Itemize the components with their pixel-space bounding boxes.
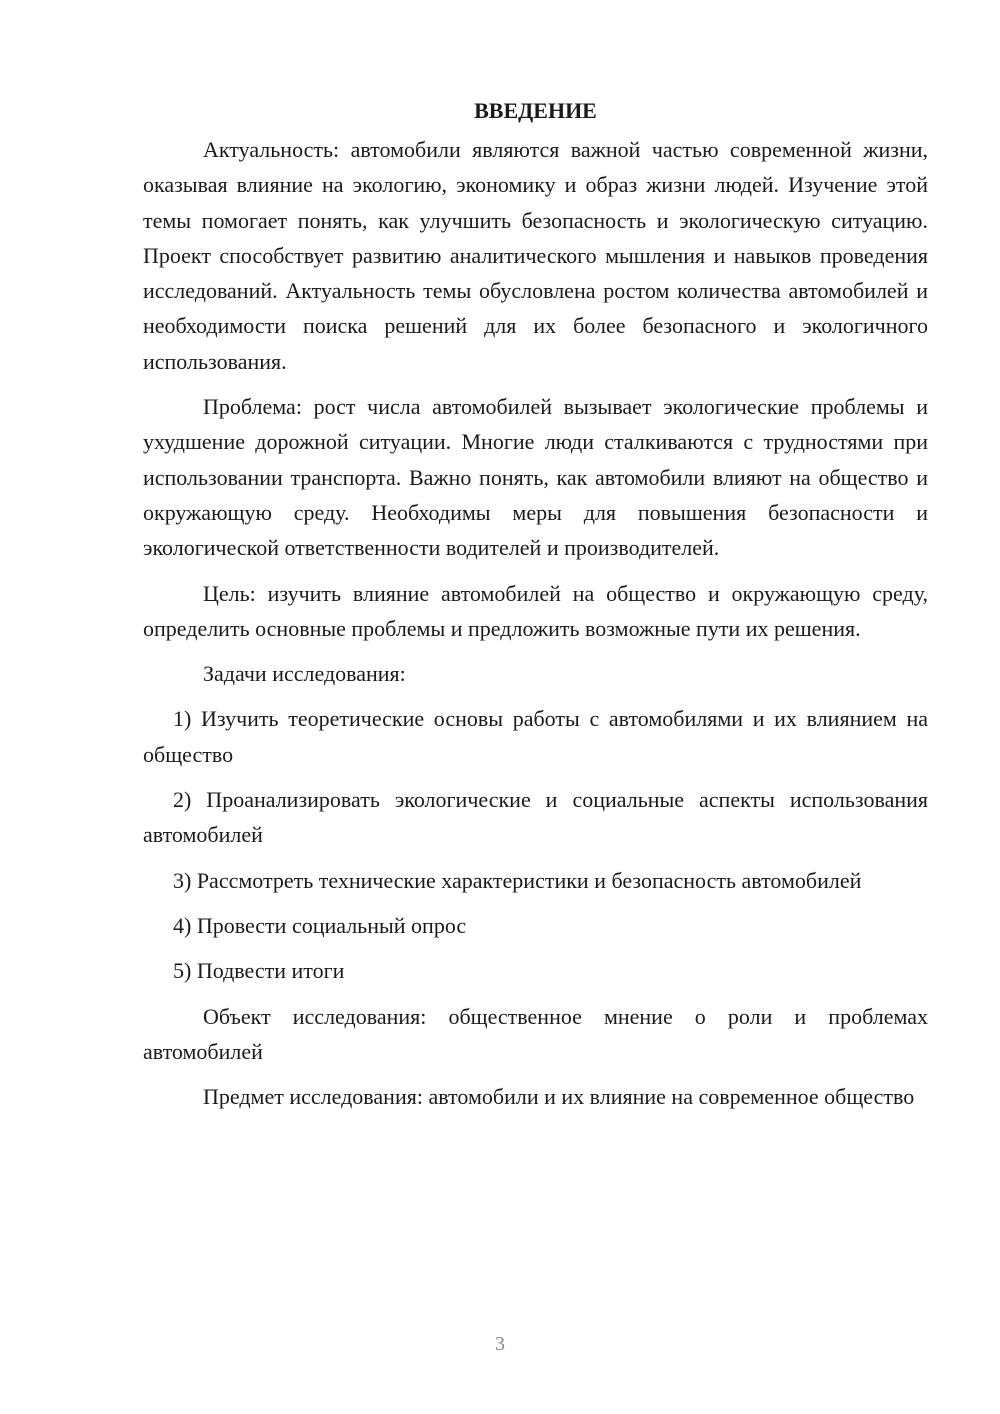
tasks-heading: Задачи исследования: — [203, 661, 406, 687]
task-item-4: 4) Провести социальный опрос — [173, 912, 467, 938]
task-item-5: 5) Подвести итоги — [173, 958, 345, 984]
task-item-1: 1) Изучить теоретические основы работы с автомобилями и их влиянием на общество — [143, 706, 928, 767]
document-page — [143, 96, 928, 1124]
goal-paragraph: Цель: изучить влияние автомобилей на общество и окружающую среду, определить основные проблемы и предложить возможные пути их решения. — [143, 580, 928, 641]
page-number: 3 — [495, 1333, 505, 1355]
subject-paragraph: Предмет исследования: автомобили и их влияние на современное общество — [203, 1084, 915, 1110]
relevance-paragraph: Актуальность: автомобили являются важной частью современной жизни, оказывая влияние на экологию, экономику и образ жизни людей. Изучение этой темы помогает понять, как улучшить безопасность и экологическую ситуацию. Проект способствует развитию аналитического мышления и навыков проведения исследований. Актуальность темы обусловлена ростом количества автомобилей и необходимости поиска решений для их более безопасного и экологичного использования. — [143, 137, 928, 374]
task-item-3: 3) Рассмотреть технические характеристики и безопасность автомобилей — [173, 867, 862, 893]
problem-paragraph: Проблема: рост числа автомобилей вызывает экологические проблемы и ухудшение дорожной ситуации. Многие люди сталкиваются с трудностями при использовании транспорта. Важно понять, как автомобили влияют на общество и окружающую среду. Необходимы меры для повышения безопасности и экологической ответственности водителей и производителей. — [143, 394, 928, 561]
page-title: ВВЕДЕНИЕ — [474, 98, 597, 123]
task-item-2: 2) Проанализировать экологические и социальные аспекты использования автомобилей — [143, 787, 928, 848]
object-paragraph: Объект исследования: общественное мнение о роли и проблемах автомобилей — [143, 1003, 928, 1064]
